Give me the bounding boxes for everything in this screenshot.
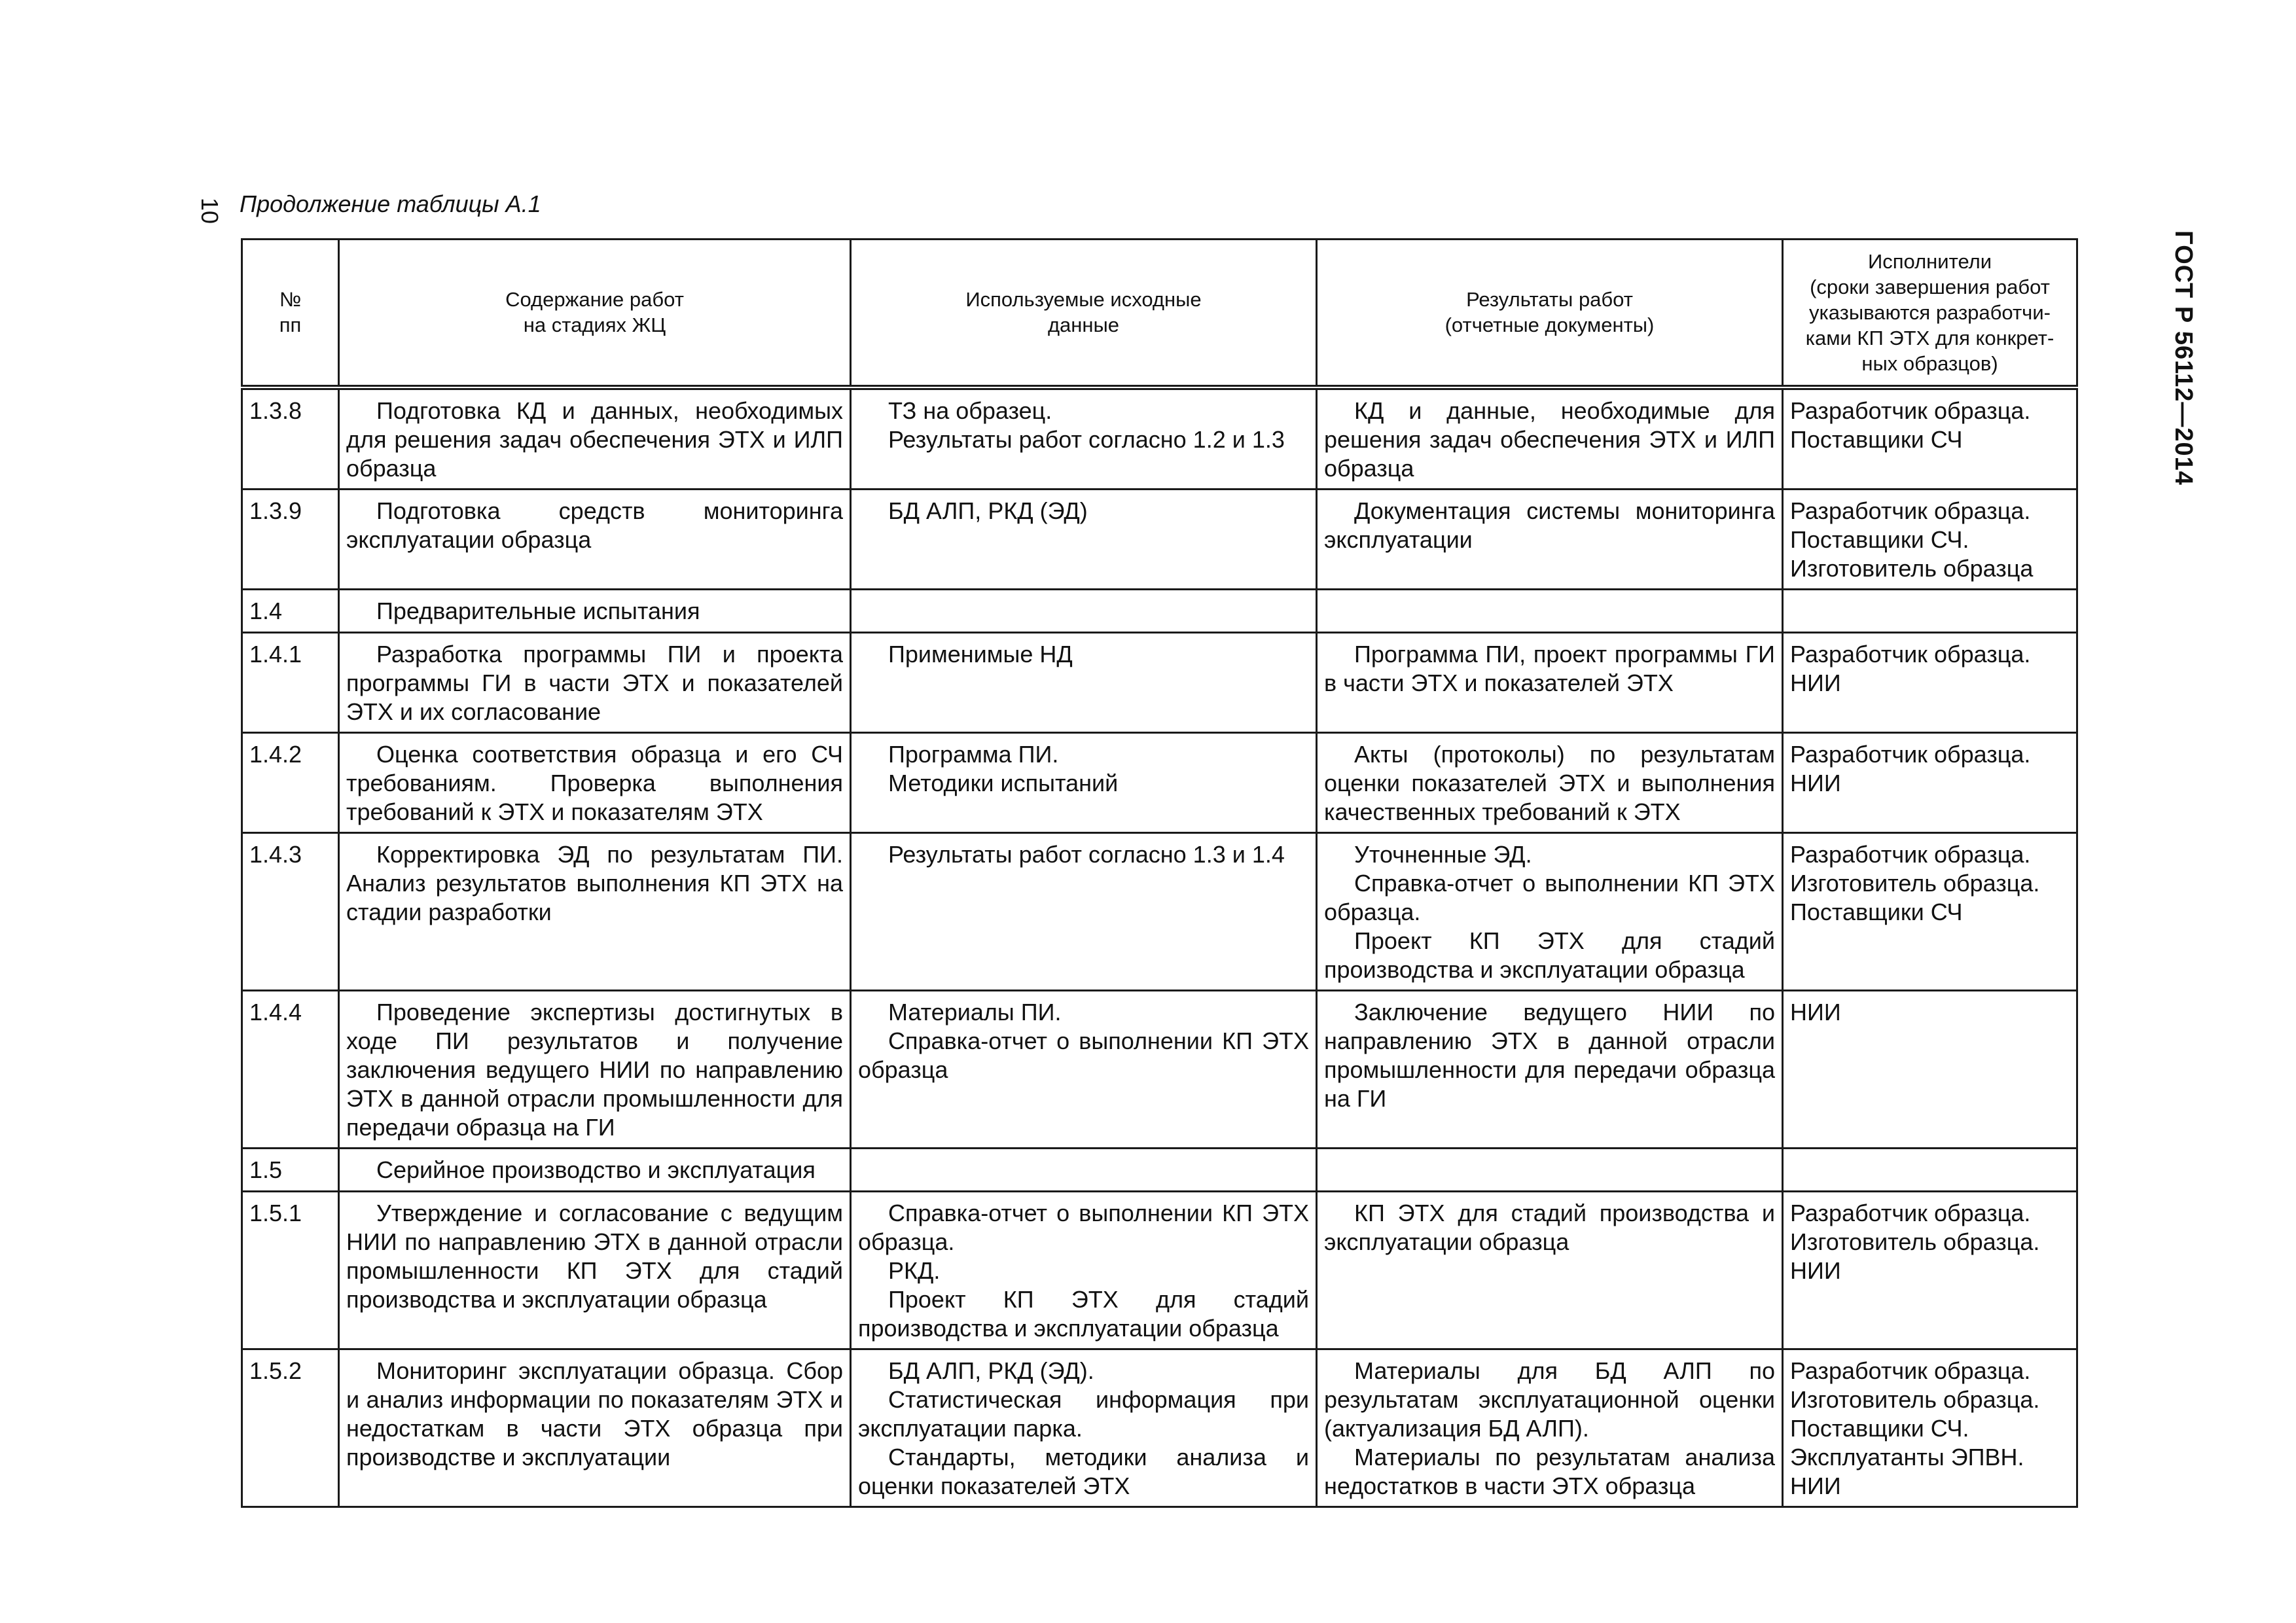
work-content-text: Мониторинг эксплуатации образца. Сбор и анализ информации по показателям ЭТХ и недостаткам в части ЭТХ образца при производстве и эксплуатации <box>346 1357 843 1471</box>
input-data-text: Результаты работ согласно 1.2 и 1.3 <box>888 425 1285 453</box>
work-results-cell <box>1317 1191 1783 1349</box>
header-inputs <box>851 240 1317 387</box>
table-row <box>242 732 2077 832</box>
work-content-cell <box>339 632 851 732</box>
work-results-cell <box>1317 1349 1783 1507</box>
header-num-text: № пп <box>279 288 302 337</box>
work-content-text: Оценка соответствия образца и его СЧ требованиям. Проверка выполнения требований к ЭТХ и показателям ЭТХ <box>346 740 843 825</box>
work-results-text: Заключение ведущего НИИ по направлению ЭТХ в данной отрасли промышленности для передачи образца на ГИ <box>1324 998 1775 1112</box>
performers-cell <box>1783 632 2077 732</box>
input-data-cell <box>851 1349 1317 1507</box>
table-caption: Продолжение таблицы А.1 <box>240 190 541 217</box>
performers-cell <box>1783 832 2077 990</box>
input-data-text: Методики испытаний <box>888 769 1119 796</box>
header-content <box>339 240 851 387</box>
table-header-row <box>242 240 2077 387</box>
input-data-text: ТЗ на образец. <box>888 397 1052 424</box>
input-data-text: БД АЛП, РКД (ЭД). <box>888 1357 1094 1384</box>
work-content-cell <box>339 387 851 490</box>
header-inputs-text: Используемые исходные данные <box>965 288 1202 337</box>
performers-cell <box>1783 1148 2077 1191</box>
standard-id: ГОСТ Р 56112—2014 <box>2170 230 2197 486</box>
row-number: 1.4.3 <box>242 832 339 990</box>
work-results-text: Программа ПИ, проект программы ГИ в части ЭТХ и показателей ЭТХ <box>1324 640 1775 696</box>
performers-text: Разработчик образца. <box>1790 840 2031 868</box>
performers-text: Изготовитель образца. <box>1790 1228 2040 1255</box>
table-row <box>242 387 2077 490</box>
work-content-cell <box>339 1191 851 1349</box>
header-content-text: Содержание работ на стадиях ЖЦ <box>505 288 684 337</box>
row-number: 1.3.9 <box>242 489 339 589</box>
performers-cell <box>1783 589 2077 632</box>
input-data-text: Стандарты, методики анализа и оценки показателей ЭТХ <box>858 1443 1309 1499</box>
work-results-text: Проект КП ЭТХ для стадий производства и эксплуатации образца <box>1324 927 1775 983</box>
performers-text: Поставщики СЧ. <box>1790 526 1969 553</box>
performers-cell <box>1783 387 2077 490</box>
performers-text: НИИ <box>1790 1257 1841 1284</box>
row-number: 1.4.4 <box>242 990 339 1148</box>
performers-text: Поставщики СЧ <box>1790 898 1963 925</box>
work-content-text: Корректировка ЭД по результатам ПИ. Анализ результатов выполнения КП ЭТХ на стадии разработки <box>346 840 843 925</box>
work-results-cell <box>1317 832 1783 990</box>
header-performers-text: Исполнители (сроки завершения работ указываются разработчи- ками КП ЭТХ для конкрет- ных образцов) <box>1805 249 2054 375</box>
work-content-cell <box>339 732 851 832</box>
input-data-text: Применимые НД <box>888 640 1073 668</box>
performers-text: Разработчик образца. <box>1790 1357 2031 1384</box>
work-content-cell <box>339 990 851 1148</box>
performers-cell <box>1783 1191 2077 1349</box>
header-performers <box>1783 240 2077 387</box>
work-content-text: Проведение экспертизы достигнутых в ходе ПИ результатов и получение заключения ведущего НИИ по направлению ЭТХ в данной отрасли промышленности для передачи образца на ГИ <box>346 998 843 1141</box>
input-data-text: Справка-отчет о выполнении КП ЭТХ образца. <box>858 1199 1309 1255</box>
header-results-text: Результаты работ (отчетные документы) <box>1444 288 1655 337</box>
input-data-text: Статистическая информация при эксплуатации парка. <box>858 1385 1309 1442</box>
performers-text: Поставщики СЧ. <box>1790 1414 1969 1442</box>
header-results <box>1317 240 1783 387</box>
work-results-text: Справка-отчет о выполнении КП ЭТХ образца. <box>1324 869 1775 925</box>
performers-text: НИИ <box>1790 1472 1841 1499</box>
work-results-cell <box>1317 732 1783 832</box>
work-results-text: Документация системы мониторинга эксплуатации <box>1324 497 1775 553</box>
row-number: 1.4.1 <box>242 632 339 732</box>
work-results-text: Материалы для БД АЛП по результатам эксплуатационной оценки (актуализация БД АЛП). <box>1324 1357 1775 1442</box>
performers-cell <box>1783 732 2077 832</box>
performers-text: Разработчик образца. <box>1790 740 2031 768</box>
page-number: 10 <box>196 198 223 224</box>
input-data-cell <box>851 489 1317 589</box>
table-body <box>242 387 2077 1507</box>
work-content-cell <box>339 1148 851 1191</box>
work-results-text: Материалы по результатам анализа недостатков в части ЭТХ образца <box>1324 1443 1775 1499</box>
row-number: 1.5.2 <box>242 1349 339 1507</box>
work-content-text: Подготовка КД и данных, необходимых для решения задач обеспечения ЭТХ и ИЛП образца <box>346 397 843 482</box>
work-results-cell <box>1317 387 1783 490</box>
work-content-text: Серийное производство и эксплуатация <box>376 1156 816 1183</box>
performers-text: Эксплуатанты ЭПВН. <box>1790 1443 2024 1471</box>
performers-text: Разработчик образца. <box>1790 497 2031 524</box>
work-results-cell <box>1317 589 1783 632</box>
performers-text: Изготовитель образца. <box>1790 869 2040 897</box>
performers-text: НИИ <box>1790 769 1841 796</box>
work-content-text: Утверждение и согласование с ведущим НИИ по направлению ЭТХ в данной отрасли промышленности КП ЭТХ для стадий производства и эксплуатации образца <box>346 1199 843 1313</box>
performers-text: Разработчик образца. <box>1790 1199 2031 1226</box>
input-data-cell <box>851 387 1317 490</box>
header-num <box>242 240 339 387</box>
table-row <box>242 1148 2077 1191</box>
performers-text: Изготовитель образца <box>1790 554 2034 582</box>
row-number: 1.5.1 <box>242 1191 339 1349</box>
performers-text: Поставщики СЧ <box>1790 425 1963 453</box>
input-data-text: Программа ПИ. <box>888 740 1059 768</box>
row-number: 1.4.2 <box>242 732 339 832</box>
table-row <box>242 589 2077 632</box>
performers-cell <box>1783 489 2077 589</box>
work-content-text: Разработка программы ПИ и проекта программы ГИ в части ЭТХ и показателей ЭТХ и их согласование <box>346 640 843 725</box>
performers-text: НИИ <box>1790 998 1841 1026</box>
row-number: 1.4 <box>242 589 339 632</box>
input-data-cell <box>851 1148 1317 1191</box>
work-content-text: Подготовка средств мониторинга эксплуатации образца <box>346 497 843 553</box>
input-data-cell <box>851 632 1317 732</box>
work-results-cell <box>1317 489 1783 589</box>
input-data-cell <box>851 1191 1317 1349</box>
input-data-text: Проект КП ЭТХ для стадий производства и эксплуатации образца <box>858 1285 1309 1342</box>
performers-text: Изготовитель образца. <box>1790 1385 2040 1413</box>
table-row <box>242 1349 2077 1507</box>
input-data-text: Материалы ПИ. <box>888 998 1062 1026</box>
input-data-text: БД АЛП, РКД (ЭД) <box>888 497 1088 524</box>
input-data-cell <box>851 732 1317 832</box>
work-results-cell <box>1317 990 1783 1148</box>
table-row <box>242 990 2077 1148</box>
input-data-text: Справка-отчет о выполнении КП ЭТХ образца <box>858 1027 1309 1083</box>
performers-cell <box>1783 990 2077 1148</box>
work-content-text: Предварительные испытания <box>376 597 700 624</box>
table-row <box>242 1191 2077 1349</box>
performers-cell <box>1783 1349 2077 1507</box>
work-results-cell <box>1317 632 1783 732</box>
input-data-text: Результаты работ согласно 1.3 и 1.4 <box>888 840 1285 868</box>
table-row <box>242 632 2077 732</box>
input-data-cell <box>851 990 1317 1148</box>
work-content-cell <box>339 1349 851 1507</box>
table-row <box>242 489 2077 589</box>
work-content-cell <box>339 832 851 990</box>
table-row <box>242 832 2077 990</box>
work-table <box>241 238 2078 1508</box>
input-data-cell <box>851 832 1317 990</box>
row-number: 1.3.8 <box>242 387 339 490</box>
input-data-cell <box>851 589 1317 632</box>
input-data-text: РКД. <box>888 1257 941 1284</box>
work-results-cell <box>1317 1148 1783 1191</box>
performers-text: НИИ <box>1790 669 1841 696</box>
work-results-text: Акты (протоколы) по результатам оценки показателей ЭТХ и выполнения качественных требований к ЭТХ <box>1324 740 1775 825</box>
work-content-cell <box>339 589 851 632</box>
performers-text: Разработчик образца. <box>1790 397 2031 424</box>
work-results-text: КП ЭТХ для стадий производства и эксплуатации образца <box>1324 1199 1775 1255</box>
work-results-text: КД и данные, необходимые для решения задач обеспечения ЭТХ и ИЛП образца <box>1324 397 1775 482</box>
work-content-cell <box>339 489 851 589</box>
performers-text: Разработчик образца. <box>1790 640 2031 668</box>
row-number: 1.5 <box>242 1148 339 1191</box>
work-results-text: Уточненные ЭД. <box>1354 840 1532 868</box>
